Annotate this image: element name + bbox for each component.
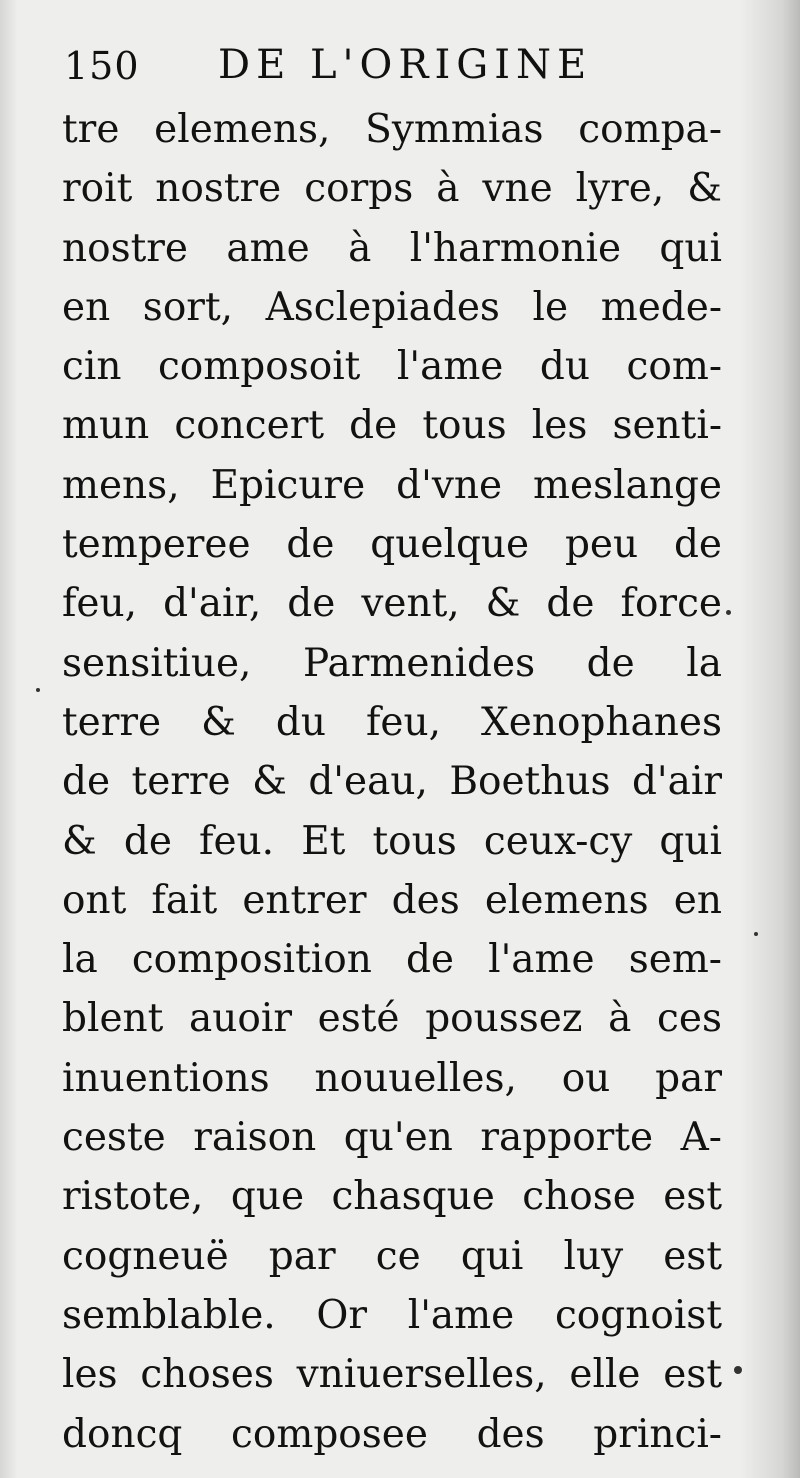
text-line: mens, Epicure d'vne meslange xyxy=(62,462,722,508)
text-line: doncq composee des princi- xyxy=(62,1411,722,1457)
text-line: nostre ame à l'harmonie qui xyxy=(62,225,722,271)
page-edge-shadow xyxy=(0,0,18,1478)
text-line: & de feu. Et tous ceux-cy qui xyxy=(62,818,722,864)
text-line: en sort, Asclepiades le mede- xyxy=(62,284,722,330)
text-line: feu, d'air, de vent, & de force xyxy=(62,581,722,627)
text-line: les choses vniuerselles, elle est xyxy=(62,1352,722,1398)
ink-speck xyxy=(726,610,731,615)
page-number: 150 xyxy=(64,44,140,88)
text-line: mun concert de tous les senti- xyxy=(62,403,722,449)
text-line: cin composoit l'ame du com- xyxy=(62,344,722,390)
body-text xyxy=(62,100,722,1464)
text-line: inuentions nouuelles, ou par xyxy=(62,1055,722,1101)
running-title: DE L'ORIGINE xyxy=(218,42,593,88)
text-line: terre & du feu, Xenophanes xyxy=(62,699,722,745)
text-line: de terre & d'eau, Boethus d'air xyxy=(62,759,722,805)
ink-speck xyxy=(734,1366,742,1374)
text-line: tre elemens, Symmias compa- xyxy=(62,107,722,152)
ink-speck xyxy=(754,932,758,936)
text-line: temperee de quelque peu de xyxy=(62,522,722,568)
text-line: ont fait entrer des elemens en xyxy=(62,877,722,923)
text-line: sensitiue, Parmenides de la xyxy=(62,640,722,686)
ink-speck xyxy=(36,688,40,692)
text-line: roit nostre corps à vne lyre, & xyxy=(62,166,722,212)
text-line: cogneuë par ce qui luy est xyxy=(62,1233,722,1279)
text-line: blent auoir esté poussez à ces xyxy=(62,996,722,1042)
gutter-shadow xyxy=(740,0,800,1478)
text-line: semblable. Or l'ame cognoist xyxy=(62,1292,722,1338)
page-header xyxy=(64,38,724,98)
text-line: la composition de l'ame sem- xyxy=(62,937,722,983)
text-line: ristote, que chasque chose est xyxy=(62,1174,722,1220)
text-line: ceste raison qu'en rapporte A- xyxy=(62,1115,722,1161)
